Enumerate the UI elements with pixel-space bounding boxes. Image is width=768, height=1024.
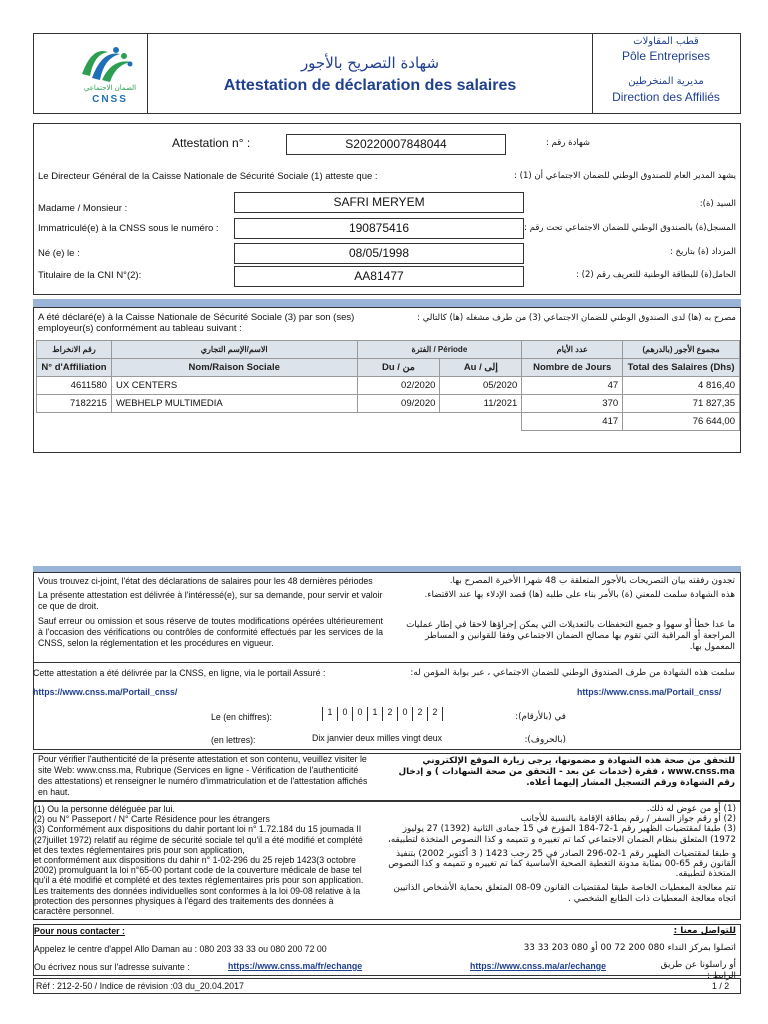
attestation-label-arabic: شهادة رقم : [546, 138, 590, 148]
name-label: Madame / Monsieur : [38, 203, 128, 214]
cni-label-arabic: الحامل(ة) للبطاقة الوطنية للتعريف رقم (2) : [576, 270, 736, 280]
col-name: Nom/Raison Sociale [111, 359, 357, 377]
pole-label: Pôle Entreprises [621, 49, 711, 63]
date-digit: 0 [338, 707, 353, 721]
portal-text: Cette attestation a été délivrée par la CNSS, en ligne, via le portail Assuré : [33, 668, 326, 678]
footnote-2: (2) ou N° Passeport / N° Carte Résidence pour les étrangers [34, 814, 270, 825]
col-days: Nombre de Jours [522, 359, 623, 377]
cell-affiliation: 4611580 [37, 377, 112, 395]
direction-arabic: مديرية المنخرطين [628, 76, 704, 87]
attestation-label: Attestation n° : [172, 136, 251, 150]
portal-link[interactable]: https://www.cnss.ma/Portail_cnss/ [33, 687, 178, 697]
footnote-3: (3) Conformément aux dispositions du dahir portant loi n° 1.72.184 du 15 joumada II (27juillet 1972) relatif au régime de sécurité sociale tel qu'il a été modifié et complété et des textes réglementaires pris pour son application, [34, 824, 363, 855]
col-au: Au / إلى [440, 359, 522, 377]
table-total-row [37, 413, 740, 431]
name-field: SAFRI MERYEM [234, 192, 524, 213]
verify-text: Pour vérifier l'authenticité de la présente attestation et son contenu, veuillez visiter le site Web: www.cnss.ma, Rubrique (Services en ligne - Vérification de l'authenticité des attestations) et renseigner le numéro d'immatriculation et de l'attestation affichés en haut. [38, 754, 368, 797]
cell-au: 05/2020 [440, 377, 522, 395]
footnote-ar-4: و طبقا لمقتضيات الظهير رقم 1-02-296 الصادر في 25 رجب 1423 ( 3 أكتوبر 2002) بتنفيذ القانون رقم 65-00 بمثابة مدونة التغطية الصحية الأساسية كما تم تغييره و تتميمه و كذا النصوص المتخذة لتطبيقه. [388, 848, 736, 880]
contact-call-arabic: اتصلوا بمركز النداء 080 200 72 00 أو 080 203 33 33 [523, 943, 736, 953]
immat-label: Immatriculé(e) à la CNSS sous le numéro : [38, 223, 219, 234]
notice-p2-arabic: هذه الشهادة سلمت للمعني (ة) بالأمر بناء على طلبه (ها) قصد الإدلاء بها عند الاقتضاء. [424, 590, 735, 600]
total-days: 417 [522, 413, 623, 431]
date-digit: 1 [323, 707, 338, 721]
col-name-ar: الاسم/الإسم التجاري [111, 341, 357, 359]
contact-link-fr[interactable]: https://www.cnss.ma/fr/echange [228, 961, 363, 971]
born-label-arabic: المزداد (ة) بتاريخ : [669, 247, 736, 257]
title-arabic: شهادة التصريح بالأجور [300, 54, 440, 72]
cell-au: 11/2021 [440, 395, 522, 413]
notice-p1: Vous trouvez ci-joint, l'état des déclarations de salaires pour les 48 dernières périodes [38, 576, 373, 586]
portal-link-arabic[interactable]: https://www.cnss.ma/Portail_cnss/ [577, 687, 722, 697]
born-label: Né (e) le : [38, 248, 80, 259]
footnote-ar-3: (3) طبقا لمقتضيات الظهير رقم 1-72-184 المؤرخ في 15 جمادى الثانية (1392) 27 يوليوز 1972) المتعلق بنظام الضمان الاجتماعي كما تم تغييره و تتميمه و كذا النصوص المتخذة لتطبيقه، [388, 824, 736, 845]
cni-field: AA81477 [234, 266, 524, 287]
col-salaries-ar: مجموع الأجور (بالدرهم) [623, 341, 740, 359]
date-digit: 1 [368, 707, 383, 721]
intro-text-arabic: يشهد المدير العام للصندوق الوطني للضمان الاجتماعي أن (1) : [514, 171, 736, 181]
verify-text-arabic: للتحقق من صحة هذه الشهادة و مضمونها، يرجى زيارة الموقع الإلكتروني www.cnss.ma ، فقرة (خدمات عن بعد - التحقق من صحة الشهادات ) و إدخال رقم الشهادة ورقم التسجيل المشار إليهما أعلاه. [398, 756, 735, 788]
immat-field: 190875416 [234, 218, 524, 239]
declarations-table [36, 340, 740, 431]
notice-p1-arabic: تجدون رفقته بيان التصريحات بالأجور المتعلقة ب 48 شهرا الأخيرة المصرح بها. [449, 576, 735, 586]
table-header-ar [37, 341, 740, 359]
cell-total: 4 816,40 [623, 377, 740, 395]
footnote-1: (1) Ou la personne déléguée par lui. [34, 804, 175, 814]
cni-label: Titulaire de la CNI N°(2): [38, 270, 142, 281]
notice-p2: La présente attestation est délivrée à l'intéressé(e), sur sa demande, pour servir et valoir ce que de droit. [38, 590, 383, 611]
date-digit: 0 [398, 707, 413, 721]
total-salaries: 76 644,00 [623, 413, 740, 431]
name-label-arabic: السيد (ة): [699, 199, 736, 209]
cell-name: UX CENTERS [111, 377, 357, 395]
total-spacer [37, 413, 522, 431]
col-days-ar: عدد الأيام [522, 341, 623, 359]
col-salaries: Total des Salaires (Dhs) [623, 359, 740, 377]
logo-arabic-text: الضمان الاجتماعي [83, 84, 137, 92]
date-letters-label-arabic: (بالحروف): [524, 735, 566, 745]
table-header-fr [37, 359, 740, 377]
attestation-number: S20220007848044 [286, 134, 506, 155]
date-digits-label: Le (en chiffres): [211, 712, 272, 722]
date-letters: Dix janvier deux milles vingt deux [312, 733, 443, 743]
cnss-logo [72, 38, 144, 112]
notice-p3-arabic: ما عدا خطأ أو سهوا و جميع التحفظات بالتعديلات التي يمكن إجراؤها لاحقا في إطار عمليات المراجعة أو المراقبة التي تقوم بها مصالح الضمان الاجتماعي وفقا للقوانين و المساطر المعمول بها. [406, 620, 735, 652]
page-title: Attestation de déclaration des salaires [223, 77, 517, 94]
immat-label-arabic: المسجل(ة) بالصندوق الوطني للضمان الاجتماعي تحت رقم : [524, 223, 736, 233]
cell-affiliation: 7182215 [37, 395, 112, 413]
col-affiliation: N° d'Affiliation [37, 359, 112, 377]
cnss-logo-icon [72, 38, 144, 88]
page-number: 1 / 2 [712, 981, 730, 991]
blue-band [33, 299, 741, 307]
cell-du: 09/2020 [357, 395, 440, 413]
table-row [37, 377, 740, 395]
notice-divider [33, 662, 741, 663]
col-du: Du / من [357, 359, 440, 377]
footnote-ar-1: (1) أو من عوض له ذلك. [646, 804, 736, 814]
col-affiliation-ar: رقم الانخراط [37, 341, 112, 359]
cell-days: 370 [522, 395, 623, 413]
logo-text: CNSS [92, 94, 128, 105]
footnote-ar-2: (2) أو رقم جواز السفر / رقم بطاقة الإقامة بالنسبة للأجانب [520, 814, 736, 825]
portal-text-arabic: سلمت هذه الشهادة من طرف الصندوق الوطني للضمان الاجتماعي ، عبر بوابة المؤمن له: [410, 668, 735, 678]
date-digits-label-arabic: في (بالأرقام): [515, 712, 566, 722]
direction-label: Direction des Affiliés [612, 90, 720, 104]
contact-title: Pour nous contacter : [34, 926, 125, 936]
contact-call: Appelez le centre d'appel Allo Daman au : 080 203 33 33 ou 080 200 72 00 [34, 944, 327, 954]
col-period-ar: الفترة / Période [357, 341, 522, 359]
cell-total: 71 827,35 [623, 395, 740, 413]
date-digit: 2 [428, 707, 443, 721]
contact-link-ar[interactable]: https://www.cnss.ma/ar/echange [470, 961, 607, 971]
date-digit: 0 [353, 707, 368, 721]
notice-p3: Sauf erreur ou omission et sous réserve de toutes modifications opérées ultérieurement à l'occasion des vérifications ou contrôles de conformité effectués par les services de la CNSS, selon la réglementation et les procédures en vigueur. [38, 616, 383, 648]
cell-days: 47 [522, 377, 623, 395]
born-field: 08/05/1998 [234, 243, 524, 264]
pole-arabic: قطب المقاولات [633, 36, 699, 47]
declaration-text: A été déclaré(e) à la Caisse Nationale de Sécurité Sociale (3) par son (ses) employeur(s) conformément au tableau suivant : [38, 312, 355, 334]
header-divider-right [592, 33, 593, 114]
intro-text: Le Directeur Général de la Caisse Nationale de Sécurité Sociale (1) atteste que : [38, 171, 378, 182]
contact-write: Ou écrivez nous sur l'adresse suivante : [34, 962, 190, 972]
reference: Réf : 212-2-50 / Indice de révision :03 du_20.04.2017 [36, 981, 244, 991]
declaration-text-arabic: مصرح به (ها) لدى الصندوق الوطني للضمان الاجتماعي (3) من طرف مشغله (ها) كالتالي : [417, 313, 736, 323]
contact-write-arabic: أو راسلونا عن طريق الرابط : [660, 960, 736, 981]
date-digit: 2 [413, 707, 428, 721]
cell-du: 02/2020 [357, 377, 440, 395]
contact-title-arabic: للتواصل معنا : [673, 926, 736, 936]
date-digits [322, 707, 443, 721]
table-row [37, 395, 740, 413]
date-digit: 2 [383, 707, 398, 721]
footnote-ar-5: تتم معالجة المعطيات الخاصة طبقا لمقتضيات القانون 09-08 المتعلق بحماية الأشخاص الذاتيين اتجاه معالجة المعطيات ذات الطابع الشخصي . [393, 883, 736, 904]
footnotes-ar [384, 804, 736, 904]
footnote-5: Les traitements des données individuelles sont conformes à la loi 09-08 relative à la protection des personnes physiques à l'égard des traitements des données à caractère personnel. [34, 885, 361, 917]
header-divider-left [147, 33, 148, 114]
footnotes-fr [34, 804, 369, 916]
date-letters-label: (en lettres): [211, 735, 256, 745]
cell-name: WEBHELP MULTIMEDIA [111, 395, 357, 413]
footnote-4: et conformément aux dispositions du dahir n° 1-02-296 du 25 rejeb 1423(3 octobre 2002) promulguant la loi n°65-00 portant code de la couverture médicale de base tel qu'il a été modifié et complété et des textes réglementaires pris pour son application. [34, 855, 364, 886]
